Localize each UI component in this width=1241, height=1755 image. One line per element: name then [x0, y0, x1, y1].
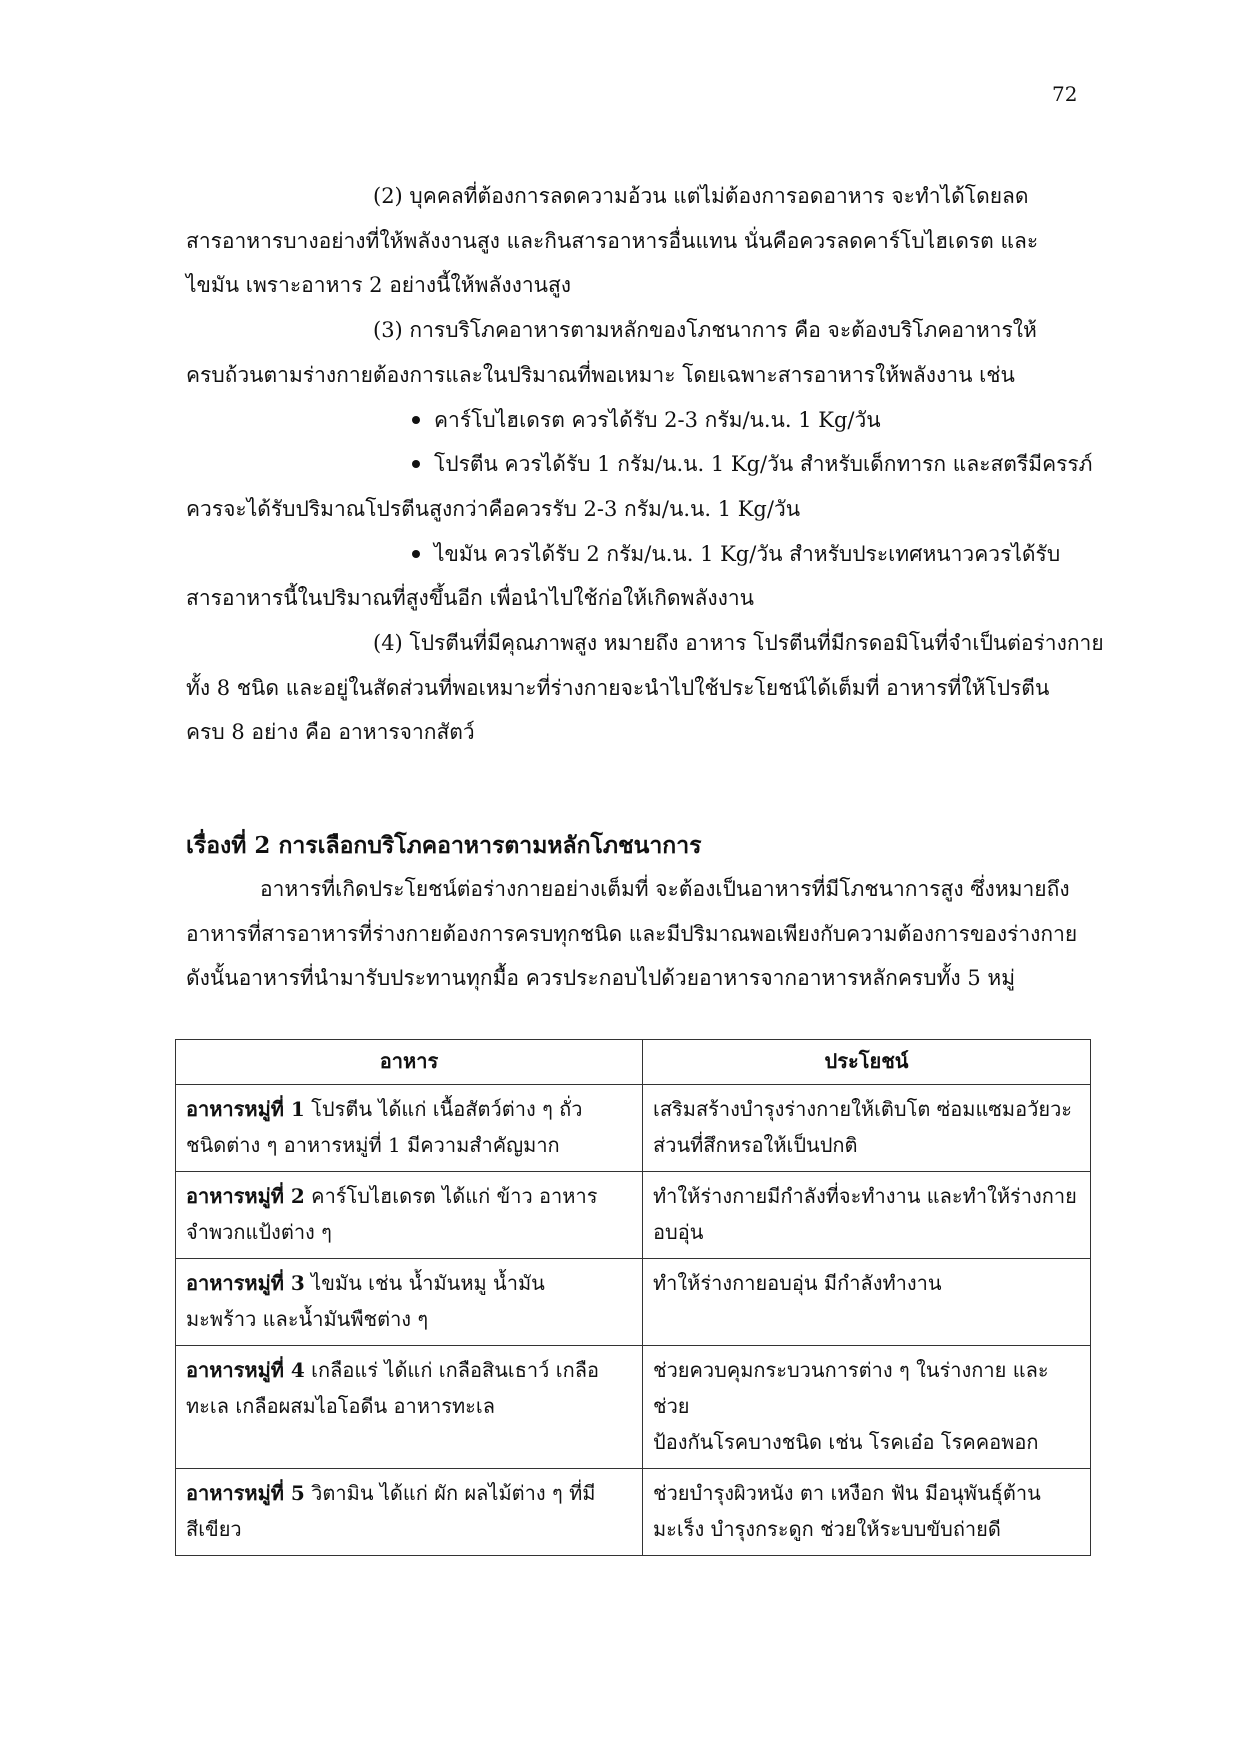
table-row	[176, 1259, 1091, 1346]
food-desc-line-2: ชนิดต่าง ๆ อาหารหมู่ที่ 1 มีความสำคัญมาก	[186, 1133, 560, 1157]
paragraph-2-line-1: (2) บุคคลที่ต้องการลดความอ้วน แต่ไม่ต้องการอดอาหาร จะทำได้โดยลด	[373, 184, 1029, 208]
food-group-name: อาหารหมู่ที่ 4	[186, 1358, 305, 1382]
benefit-line-1: ทำให้ร่างกายมีกำลังที่จะทำงาน และทำให้ร่างกาย	[653, 1184, 1077, 1208]
benefit-cell	[643, 1259, 1091, 1346]
food-desc-line-1: วิตามิน ได้แก่ ผัก ผลไม้ต่าง ๆ ที่มี	[304, 1481, 596, 1505]
benefit-cell	[643, 1346, 1091, 1469]
bullet-protein-continuation: ควรจะได้รับปริมาณโปรตีนสูงกว่าคือควรรับ 2-3 กรัม/น.น. 1 Kg/วัน	[186, 497, 801, 521]
food-desc-line-1: คาร์โบไฮเดรต ได้แก่ ข้าว อาหาร	[304, 1184, 598, 1208]
benefit-line-1: ช่วยควบคุมกระบวนการต่าง ๆ ในร่างกาย และช่วย	[653, 1358, 1049, 1418]
bullet-carbohydrate-text: คาร์โบไฮเดรต ควรได้รับ 2-3 กรัม/น.น. 1 Kg/วัน	[434, 408, 881, 432]
paragraph-4-line-2: ทั้ง 8 ชนิด และอยู่ในสัดส่วนที่พอเหมาะที่ร่างกายจะนำไปใช้ประโยชน์ได้เต็มที่ อาหารที่ให้โปรตีน	[186, 676, 1050, 700]
paragraph-4-line-3: ครบ 8 อย่าง คือ อาหารจากสัตว์	[186, 720, 475, 744]
bullet-icon	[412, 550, 420, 558]
paragraph-3-line-2: ครบถ้วนตามร่างกายต้องการและในปริมาณที่พอเหมาะ โดยเฉพาะสารอาหารให้พลังงาน เช่น	[186, 363, 1015, 387]
bullet-protein-text: โปรตีน ควรได้รับ 1 กรัม/น.น. 1 Kg/วัน สำหรับเด็กทารก และสตรีมีครรภ์	[434, 452, 1093, 476]
benefit-line-2: ส่วนที่สึกหรอให้เป็นปกติ	[653, 1133, 858, 1157]
food-desc-line-1: เกลือแร่ ได้แก่ เกลือสินเธาว์ เกลือ	[304, 1358, 599, 1382]
benefit-cell	[643, 1172, 1091, 1259]
section-paragraph-line-2: อาหารที่สารอาหารที่ร่างกายต้องการครบทุกชนิด และมีปริมาณพอเพียงกับความต้องการของร่างกาย	[186, 922, 1078, 946]
table-header-benefit: ประโยชน์	[643, 1040, 1091, 1085]
benefit-line-2: อบอุ่น	[653, 1220, 704, 1244]
paragraph-2-line-2: สารอาหารบางอย่างที่ให้พลังงานสูง และกินสารอาหารอื่นแทน นั่นคือควรลดคาร์โบไฮเดรต และ	[186, 229, 1039, 253]
table-row	[176, 1085, 1091, 1172]
table-header-food: อาหาร	[176, 1040, 643, 1085]
benefit-cell	[643, 1469, 1091, 1556]
food-desc-line-2: ทะเล เกลือผสมไอโอดีน อาหารทะเล	[186, 1394, 495, 1418]
benefit-line-2: มะเร็ง บำรุงกระดูก ช่วยให้ระบบขับถ่ายดี	[653, 1517, 1001, 1541]
food-cell	[176, 1346, 643, 1469]
benefit-line-1: เสริมสร้างบำรุงร่างกายให้เติบโต ซ่อมแซมอวัยวะ	[653, 1097, 1073, 1121]
bullet-fat	[412, 539, 1060, 569]
section-heading: เรื่องที่ 2 การเลือกบริโภคอาหารตามหลักโภชนาการ	[186, 832, 702, 859]
food-desc-line-2: สีเขียว	[186, 1517, 242, 1541]
food-group-name: อาหารหมู่ที่ 2	[186, 1184, 305, 1208]
food-cell	[176, 1469, 643, 1556]
bullet-icon	[412, 416, 420, 424]
food-desc-line-2: จำพวกแป้งต่าง ๆ	[186, 1220, 332, 1244]
table-header-row	[176, 1040, 1091, 1085]
bullet-fat-text: ไขมัน ควรได้รับ 2 กรัม/น.น. 1 Kg/วัน สำหรับประเทศหนาวควรได้รับ	[434, 542, 1061, 566]
food-desc-line-1: ไขมัน เช่น น้ำมันหมู น้ำมัน	[304, 1271, 545, 1295]
food-cell	[176, 1172, 643, 1259]
bullet-icon	[412, 460, 420, 468]
bullet-fat-continuation: สารอาหารนี้ในปริมาณที่สูงขึ้นอีก เพื่อนำไปใช้ก่อให้เกิดพลังงาน	[186, 586, 755, 610]
food-cell	[176, 1085, 643, 1172]
benefit-cell	[643, 1085, 1091, 1172]
benefit-line-2: ป้องกันโรคบางชนิด เช่น โรคเอ๋อ โรคคอพอก	[653, 1430, 1039, 1454]
paragraph-4-line-1: (4) โปรตีนที่มีคุณภาพสูง หมายถึง อาหาร โปรตีนที่มีกรดอมิโนที่จำเป็นต่อร่างกาย	[373, 631, 1104, 655]
paragraph-3-line-1: (3) การบริโภคอาหารตามหลักของโภชนาการ คือ จะต้องบริโภคอาหารให้	[373, 318, 1037, 342]
food-group-name: อาหารหมู่ที่ 5	[186, 1481, 305, 1505]
benefit-line-1: ทำให้ร่างกายอบอุ่น มีกำลังทำงาน	[653, 1271, 942, 1295]
food-group-name: อาหารหมู่ที่ 1	[186, 1097, 305, 1121]
page-number: 72	[1052, 82, 1078, 106]
section-paragraph-line-3: ดังนั้นอาหารที่นำมารับประทานทุกมื้อ ควรประกอบไปด้วยอาหารจากอาหารหลักครบทั้ง 5 หมู่	[186, 966, 1016, 990]
food-cell	[176, 1259, 643, 1346]
table-row	[176, 1172, 1091, 1259]
food-desc-line-2: มะพร้าว และน้ำมันพืชต่าง ๆ	[186, 1307, 429, 1331]
benefit-line-1: ช่วยบำรุงผิวหนัง ตา เหงือก ฟัน มีอนุพันธุ์ต้าน	[653, 1481, 1041, 1505]
bullet-protein	[412, 449, 1093, 479]
table-row	[176, 1469, 1091, 1556]
food-groups-table	[175, 1039, 1091, 1556]
food-desc-line-1: โปรตีน ได้แก่ เนื้อสัตว์ต่าง ๆ ถั่ว	[304, 1097, 583, 1121]
section-paragraph-line-1: อาหารที่เกิดประโยชน์ต่อร่างกายอย่างเต็มที่ จะต้องเป็นอาหารที่มีโภชนาการสูง ซึ่งหมายถึง	[260, 877, 1070, 901]
paragraph-2-line-3: ไขมัน เพราะอาหาร 2 อย่างนี้ให้พลังงานสูง	[186, 273, 572, 297]
food-group-name: อาหารหมู่ที่ 3	[186, 1271, 305, 1295]
bullet-carbohydrate	[412, 405, 881, 435]
table-row	[176, 1346, 1091, 1469]
